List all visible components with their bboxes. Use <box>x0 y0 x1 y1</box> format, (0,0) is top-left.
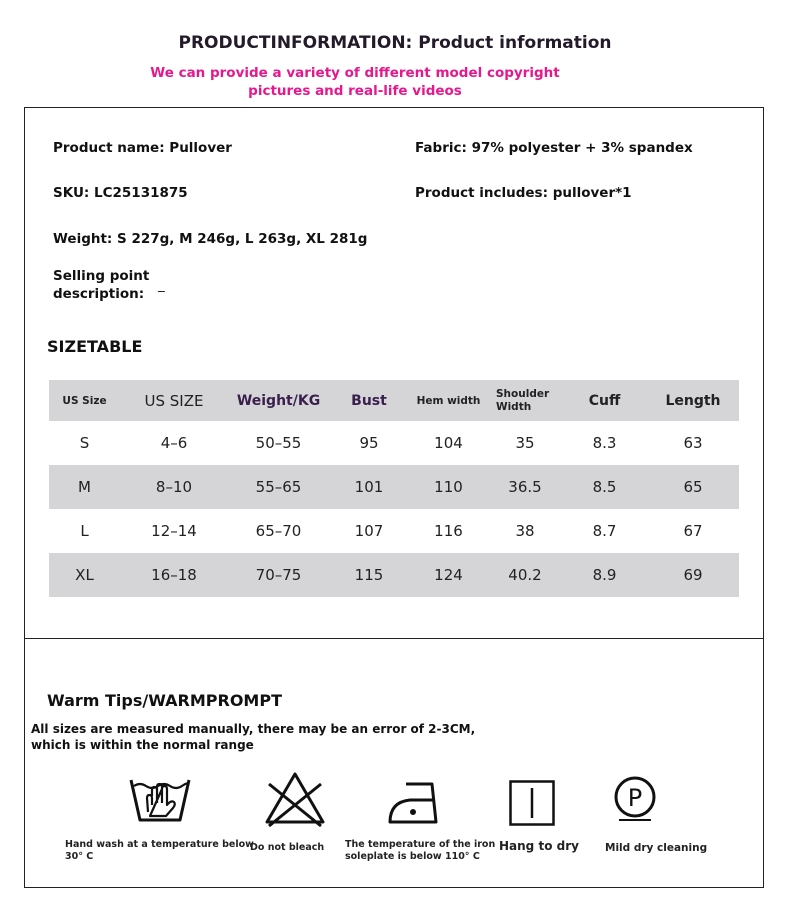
hand-wash-label-line-2: 30° C <box>65 851 94 862</box>
table-cell: 38 <box>515 522 535 540</box>
table-cell: 40.2 <box>508 566 542 584</box>
header-cuff: Cuff <box>588 392 621 409</box>
table-cell: 124 <box>434 566 463 584</box>
note-line-2: which is within the normal range <box>31 738 254 752</box>
table-cell: S <box>79 434 90 452</box>
no-bleach-label: Do not bleach <box>250 842 325 853</box>
product-fabric: Fabric: 97% polyester + 3% spandex <box>415 140 693 156</box>
table-cell: 8.9 <box>592 566 617 584</box>
product-includes: Product includes: pullover*1 <box>415 185 632 201</box>
table-cell: 8.7 <box>592 522 617 540</box>
table-cell: 110 <box>434 478 463 496</box>
header-us-size-small: US Size <box>62 394 107 407</box>
selling-point-line-1: Selling point <box>53 268 150 284</box>
table-cell: 69 <box>683 566 703 584</box>
measurement-note <box>31 721 475 753</box>
table-cell: 12–14 <box>151 522 197 540</box>
table-cell: 65–70 <box>255 522 302 540</box>
mild-dry-clean-label: Mild dry cleaning <box>605 842 708 854</box>
page-subtitle <box>110 64 600 100</box>
hang-dry-icon <box>509 780 555 826</box>
iron-icon <box>386 780 442 826</box>
header-shoulder-width: Shoulder Width <box>496 387 550 413</box>
no-bleach-icon <box>263 770 327 828</box>
table-cell: 67 <box>683 522 703 540</box>
mild-dry-clean-icon <box>611 775 659 823</box>
table-row <box>49 553 739 597</box>
section-divider <box>24 638 764 639</box>
table-cell: 50–55 <box>255 434 302 452</box>
selling-point-line-2: description: <box>53 286 145 302</box>
table-cell: 63 <box>683 434 703 452</box>
hang-dry-label: Hang to dry <box>499 839 579 853</box>
hand-wash-label-line-1: Hand wash at a temperature below <box>65 839 254 850</box>
table-cell: 101 <box>354 478 384 496</box>
product-name: Product name: Pullover <box>53 140 232 156</box>
note-line-1: All sizes are measured manually, there may be an error of 2-3CM, <box>31 722 476 736</box>
iron-label <box>345 839 495 863</box>
table-cell: XL <box>75 566 94 584</box>
header-us-size: US SIZE <box>144 391 204 410</box>
product-weight: Weight: S 227g, M 246g, L 263g, XL 281g <box>53 231 368 247</box>
table-cell: 55–65 <box>255 478 302 496</box>
table-cell: 4–6 <box>160 434 188 452</box>
subtitle-line-1: We can provide a variety of different model copyright <box>150 65 560 81</box>
size-table-title: SIZETABLE <box>47 337 143 356</box>
hand-wash-label <box>65 839 254 863</box>
table-cell: 8–10 <box>155 478 193 496</box>
table-cell: M <box>78 478 91 496</box>
table-row <box>49 509 739 553</box>
table-row <box>49 421 739 465</box>
header-hem-width: Hem width <box>416 394 481 407</box>
selling-point-value: _ <box>158 277 165 293</box>
table-header-row <box>49 380 739 421</box>
svg-text:P: P <box>627 784 643 812</box>
hand-wash-icon <box>128 772 192 826</box>
table-cell: 16–18 <box>151 566 197 584</box>
table-cell: 70–75 <box>255 566 302 584</box>
table-cell: 116 <box>434 522 463 540</box>
table-cell: 107 <box>354 522 384 540</box>
warm-tips-title: Warm Tips/WARMPROMPT <box>47 691 282 710</box>
header-bust: Bust <box>351 392 387 409</box>
table-cell: 35 <box>515 434 535 452</box>
table-cell: L <box>80 522 89 540</box>
table-row <box>49 465 739 509</box>
table-cell: 104 <box>434 434 463 452</box>
size-table <box>49 380 739 597</box>
header-length: Length <box>665 392 721 409</box>
selling-point-label <box>53 267 149 303</box>
header-weight: Weight/KG <box>236 392 321 409</box>
table-cell: 8.3 <box>592 434 617 452</box>
iron-label-line-1: The temperature of the iron <box>345 839 496 850</box>
iron-label-line-2: soleplate is below 110° C <box>345 851 480 862</box>
table-cell: 115 <box>354 566 384 584</box>
table-cell: 65 <box>683 478 703 496</box>
product-sku: SKU: LC25131875 <box>53 185 188 201</box>
page-title: PRODUCTINFORMATION: Product information <box>178 33 612 53</box>
table-cell: 95 <box>359 434 379 452</box>
table-cell: 8.5 <box>592 478 617 496</box>
table-cell: 36.5 <box>508 478 542 496</box>
subtitle-line-2: pictures and real-life videos <box>248 83 462 99</box>
